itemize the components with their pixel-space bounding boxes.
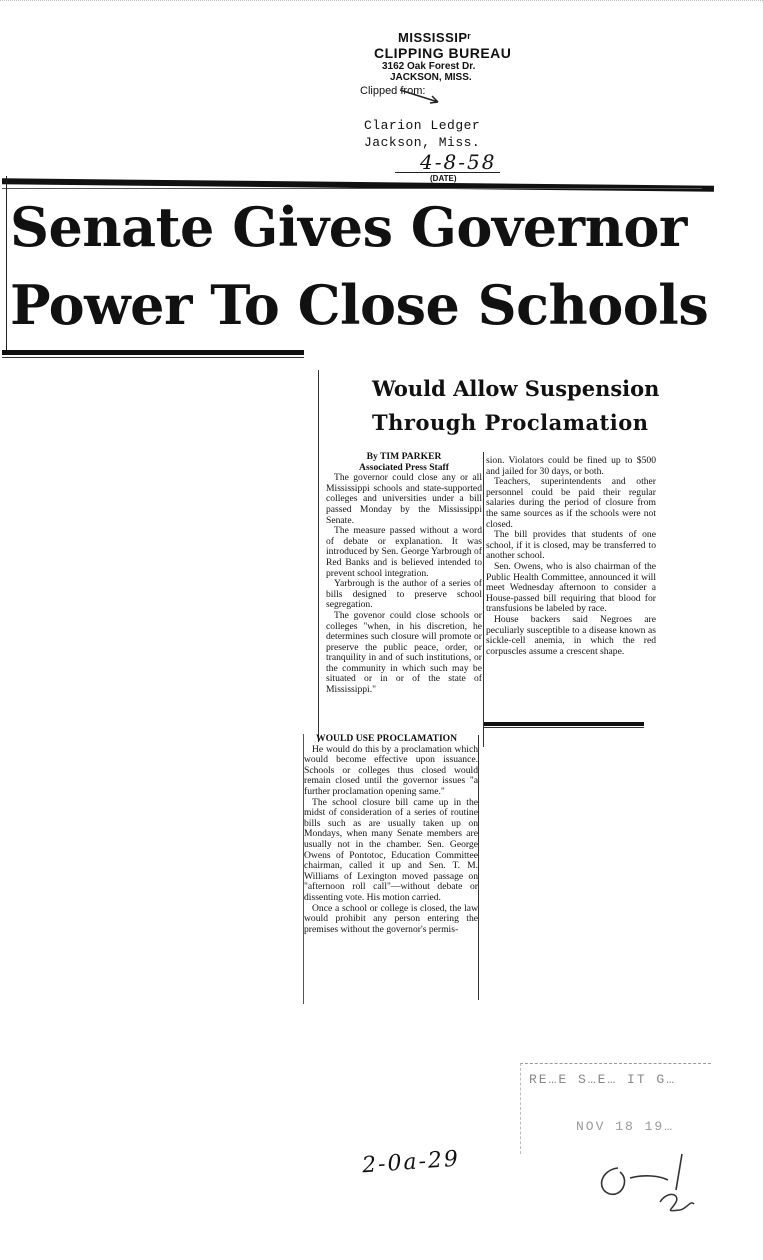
headline-line2: Power To Close Schools bbox=[10, 273, 709, 337]
received-stamp bbox=[520, 1063, 711, 1154]
bureau-name-line1: MISSISSIPʳ bbox=[398, 30, 472, 45]
column-end-rule bbox=[484, 722, 644, 726]
clip-date: 4-8-58 bbox=[420, 150, 497, 174]
subhead-line2: Through Proclamation bbox=[372, 410, 649, 435]
bureau-city: JACKSON, MISS. bbox=[390, 72, 472, 83]
headline-underline-rule-thin bbox=[2, 357, 304, 358]
page-top-border bbox=[0, 0, 763, 1]
clipping-bureau-stamp bbox=[360, 30, 540, 97]
subhead-line1: Would Allow Suspension bbox=[372, 376, 660, 401]
bureau-address: 3162 Oak Forest Dr. bbox=[382, 61, 476, 72]
article-paragraph: Yarbrough is the author of a series of bills designed to preserve school segregation. bbox=[326, 578, 482, 611]
date-underline bbox=[395, 172, 500, 173]
article-paragraph: House backers said Negroes are peculiarly susceptible to a disease known as sickle-cell anemia, in which the red corpuscles assume a crescent shape. bbox=[486, 613, 656, 657]
byline-affiliation: Associated Press Staff bbox=[359, 461, 449, 473]
subhead-left-border bbox=[318, 370, 319, 742]
clipping-left-edge bbox=[6, 176, 7, 354]
article-paragraph: Sen. Owens, who is also chairman of the Public Health Committee, announced it will meet Wednesday afternoon to consider a House-passed bill requiring that blood for transfusions be labeled by race. bbox=[486, 560, 656, 615]
article-column-2 bbox=[486, 456, 656, 657]
source-paper bbox=[364, 117, 480, 151]
byline: By TIM PARKER bbox=[366, 451, 442, 462]
article-subheading: WOULD USE PROCLAMATION bbox=[316, 733, 458, 744]
headline-line1: Senate Gives Governor bbox=[10, 195, 687, 259]
article-paragraph: The measure passed without a word of debate or explanation. It was introduced by Sen. George Yarbrough of Red Banks and is believed intended to prevent school integration. bbox=[326, 525, 482, 579]
clipped-from-label: Clipped from: bbox=[360, 85, 426, 97]
column-divider bbox=[483, 452, 484, 747]
article-column-1-continued bbox=[304, 734, 478, 935]
article-paragraph: The school closure bill came up in the midst of consideration of a series of routine bills such as are usually taken up on Mondays, when many Senate members are usually not in the chamber. Sen. George Owens of Pontotoc, Education Committee chairman, called it up and Sen. T. M. Williams of Lexington moved passage on "afternoon roll call"—without debate or dissenting vote. His motion carried. bbox=[304, 796, 478, 903]
article-paragraph: The govenor could close schools or colleges "when, in his discretion, he determines such closure will promote or preserve the public peace, order, or tranquility in and of such institutions, or the community in which such may be situated or in or of the state of Mississippi." bbox=[326, 609, 482, 696]
article-paragraph: The governor could close any or all Mississippi schools and state-supported colleges and universities under a bill passed Monday by the Mississippi Senate. bbox=[326, 472, 482, 526]
article-paragraph: The bill provides that students of one school, if it is closed, may be transferred to another school. bbox=[486, 529, 656, 562]
arrow-icon bbox=[398, 88, 458, 108]
received-stamp-line1: RE…E S…E… IT G… bbox=[529, 1072, 677, 1087]
article-paragraph: Teachers, superintendents and other personnel could be paid their regular salaries during the period of closure from the same sources as if the schools were not closed. bbox=[486, 476, 656, 530]
headline-underline-rule bbox=[2, 350, 304, 355]
date-label: (DATE) bbox=[430, 174, 457, 183]
column-1b-right-border bbox=[478, 735, 479, 1000]
bureau-name-line2: CLIPPING BUREAU bbox=[374, 45, 512, 61]
subheadline bbox=[372, 372, 662, 440]
article-paragraph: sion. Violators could be fined up to $500 and jailed for 30 days, or both. bbox=[486, 455, 656, 477]
received-stamp-line2: NOV 18 19… bbox=[576, 1119, 675, 1134]
handwritten-file-number: 2-0a-29 bbox=[361, 1146, 461, 1179]
article-paragraph: Once a school or college is closed, the law would prohibit any person entering the premises without the governor's permis- bbox=[304, 902, 478, 935]
headline bbox=[10, 188, 710, 344]
source-paper-name: Clarion Ledger bbox=[364, 118, 481, 133]
source-paper-city: Jackson, Miss. bbox=[364, 135, 481, 150]
handwritten-initials bbox=[590, 1150, 710, 1220]
column-end-rule-thin bbox=[484, 727, 644, 728]
article-paragraph: He would do this by a proclamation which would become effective upon issuance. Schools or colleges thus closed would remain closed until the governor issues "a further proclamation opening same." bbox=[304, 743, 478, 797]
article-column-1 bbox=[326, 452, 482, 696]
